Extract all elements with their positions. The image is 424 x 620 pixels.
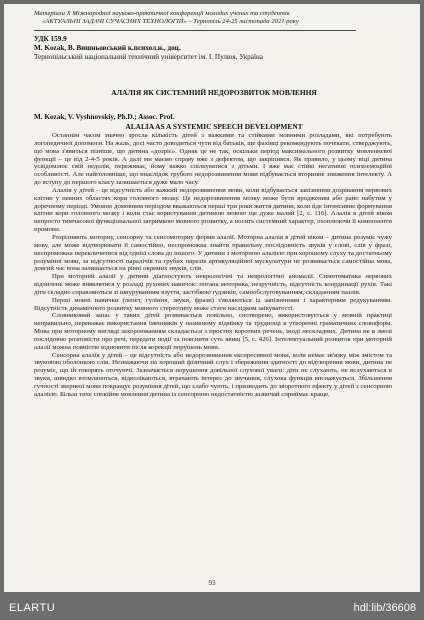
header-line-1: Матеріали Х Міжнародної науково-практичної конференції молодих учених та студентів bbox=[34, 10, 290, 17]
paragraph: Перші мовні навички (лепет, гуління, звуки, фрази) з'являються із запізненням і характерним редукуванням. Відсутність динамічного розвитку мовного стереотипу може стати наслідком заїкуватості. bbox=[34, 296, 392, 312]
header-divider bbox=[34, 30, 356, 31]
paragraph: При моторній алалії у дитини діагностують неврологічні та неврологічні аномалії. Симптоматика нервових відхилень може виявлятися у розладі рухових навичок: погана моторика, незручність, відсутність координації рухів. Такі діти складно справляються зі шнуруванням взуття, застібкою ґудзиків, самообслуговуванням, складанням пазлів. bbox=[34, 273, 392, 296]
article-meta bbox=[34, 35, 394, 63]
running-header bbox=[34, 10, 354, 26]
article-body bbox=[34, 132, 392, 570]
paragraph: Розрізняють моторну, сенсорну та сенсомоторну форми алалії. Моторна алалія в дітей віком – дитина розуміє чужу мову, але може відтворювати її самостійно, неспроможна знайти правильну послідовність звуків у слові, слів у фразі, неспроможна перекличитися від однієї слова до іншого. У дитини з моторною алалією при хорошому слуху та достатньому розумінні мови, за відсутності паралічів та грубих парезів артикуляційної мускулатури не розвивається самостійна мова, довгий час вона залишається на рівні окремих звуків, слів. bbox=[34, 233, 392, 273]
paragraph: Сенсорна алалія у дітей – це відсутність або недорозвинення експресивної мови, коли немає зв'язку між змістом та звуковою оболонкою слів. Незважаючи на хороший фізичний слух і збереження здатності до відтворення мови, дитина не розуміє, що їй говорять оточуючі. Зазначається порушення довільної слухової уваги: діти не слухають, не вслухаються в звуки, швидко втомлюються, відволікаються, втрачають інтерес до звучання, слухова функція виснажується. Збільшення гучності звернеої мови покращує розуміння дітей, що слабо чують, і призводить до зворотного ефекту у дітей з сенсорною алалією. Більш тихе спокійне мовлення дитина із сенсорною недостатністю зазвичай сприймає краще, bbox=[34, 351, 392, 398]
affiliation: Тернопільський національний технічний університет ім. І. Пулюя, Україна bbox=[34, 53, 263, 62]
viewer-footer-bar bbox=[0, 598, 424, 620]
paragraph: Останнім часом значно зросла кількість дітей з важкими та стійкими мовними розладами, які потребують логопедичної допомоги. На жаль, досі часто доводиться чути від батьків, ще фахівці рекомендують почекати, стверджують, що мова з'явиться пізніше, що дитина «дозріє». Однак це не так, оскільки період максимального розвитку мовленнєвої функції – це від 2-4-5 років. А далі ми маємо справу вже з дефектом, що закріпився. Як правило, у цьому віці дитина усвідомлює свій недолік, переживає, йому важко спілкуватися з дітьми. І вже має стійкі негативні психоемоційні особливості. Але найголовніше, що внаслідок грубого недорозвинення мови відбувається вторинне зниження інтелекту. А до вступу до першого класу залишається дуже мало часу. bbox=[34, 132, 392, 187]
header-line-2: «АКТУАЛЬНІ ЗАДАЧІ СУЧАСНИХ ТЕХНОЛОГІЙ» – Тернопіль 24-25 листопада 2021 року bbox=[42, 18, 299, 25]
repository-name: ELARTU bbox=[9, 602, 56, 614]
paragraph: Алалія у дітей – це відсутність або важкий недорозвинення мови, коли відбувається запізнення дозрівання нервових клітин у певних областях кори головного мозку. Це недорозвинення мозку може бути вродженим або рано набутим у доречному періоді. Умовно домовним періодом вважаються перші три роки життя дитини, коли йде інтенсивне формування клітин кори головного мозку і коли стає користування дитиною мовою ще дуже малий [2, с. 116]. Алалія в дітей віком непросто тимчасової функціональної затримкою мовного розвитку, а носить системний характер, охоплюючи її компоненти промови. bbox=[34, 186, 392, 234]
udc-code: УДК 159.9 bbox=[34, 35, 67, 43]
authors-ua: М. Kozak, В. Вишньовський к.психол.н., доц. bbox=[34, 44, 181, 53]
handle-link[interactable]: hdl:lib/36608 bbox=[353, 602, 416, 614]
page-number: 93 bbox=[208, 579, 216, 587]
authors-en: M. Kozak, V. Vyshnovskiy, Ph.D.; Assoc. Prof. bbox=[34, 113, 175, 121]
document-page bbox=[4, 4, 420, 592]
paragraph: Словниковий запас у таких дітей розвивається повільно, спотворено, використовується у мовній практиці неправильно, переважає використання іменників у називному відмінку та труднощі в утворенні граматичних словоформ. Мова при моторному виглядi захороюванням складається з простих коротких речень, іноді нескладних. Дитина не в змозі послідовно розповісти про речі, передати події та пояснити суть явищ [5, с. 426]. Інтелектуальний розвиток при моторній алалії можна повністю відновити після корекції порушень мови. bbox=[34, 312, 392, 351]
title-ua: АЛАЛІЯ ЯК СИСТЕМНИЙ НЕДОРОЗВИТОК МОВЛЕННЯ bbox=[111, 88, 317, 97]
title-en: ALALIA AS A SYSTEMIC SPEECH DEVELOPMENT bbox=[125, 122, 303, 131]
